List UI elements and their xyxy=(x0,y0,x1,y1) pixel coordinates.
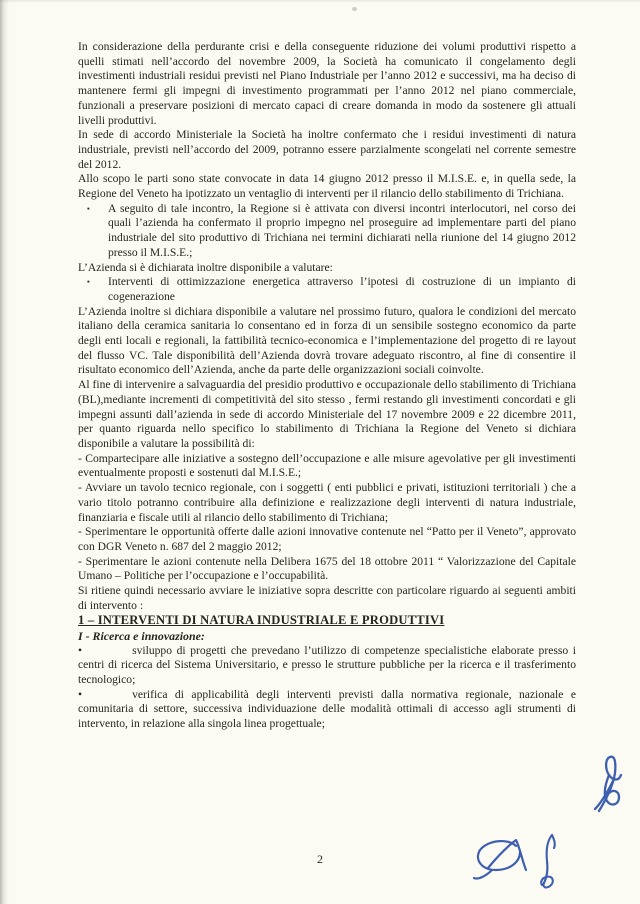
bullet-item-cogenerazione xyxy=(78,275,576,304)
paragraph-salvaguardia: Al fine di intervenire a salvaguardia del presidio produttivo e occupazionale dello stabilimento di Trichiana (BL),mediante incrementi di competitività del sito stesso , fermi restando gli investimenti concordati e gli impegni assunti dall’azienda in sede di accordo Ministeriale del 17 novembre 2009 e 22 dicembre 2011, per quanto riguarda nello specifico lo stabilimento di Trichiana la Regione del Veneto si dichiara disponibile a valutare la possibilità di: xyxy=(78,378,576,450)
paragraph-crisi: In considerazione della perdurante crisi e della conseguente riduzione dei volumi produttivi rispetto a quelli stimati nell’accordo del novembre 2009, la Società ha comunicato il congelamento degli investimenti industriali residui previsti nel Piano Industriale per l’anno 2012 e successivi, ma ha deciso di mantenere fermi gli impegni di investimento programmati per l’anno 2012 nel piano commerciale, funzionali a preservare posizioni di mercato capaci di creare domanda in modo da sostenere gli attuali livelli produttivi. xyxy=(78,40,576,127)
page-number: 2 xyxy=(317,852,323,866)
signature-initials-bottom-left xyxy=(472,836,528,882)
round-bullet-text: verifica di applicabilità degli interventi previsti dalla normativa regionale, nazionale e comunitaria di settore, successiva individuazione delle modalità ottimali di accesso agli strumenti di intervento, in relazione alla singola linea progettuale; xyxy=(78,687,576,731)
bullet-item-text: A seguito di tale incontro, la Regione si è attivata con diversi incontri interlocutori, nel corso dei quali l’azienda ha confermato il proprio impegno nel proseguire ad implementare parti del piano industriale del sito produttivo di Trichiana nei termini dichiarati nella riunione del 14 giugno 2012 presso il M.I.S.E.; xyxy=(108,201,576,259)
paragraph-ministeriale: In sede di accordo Ministeriale la Società ha inoltre confermato che i residui investimenti di natura industriale, previsti nell’accordo del 2009, potranno essere parzialmente scongelati nel corrente semestre del 2012. xyxy=(78,128,576,171)
round-bullet-icon: • xyxy=(78,687,83,701)
paragraph-convocate: Allo scopo le parti sono state convocate in data 14 giugno 2012 presso il M.I.S.E. e, in quella sede, la Regione del Veneto ha ipotizzato un ventaglio di interventi per il rilancio dello stabilimento di Trichiana. xyxy=(78,172,576,201)
round-bullet-item-sviluppo xyxy=(78,644,576,688)
dash-item-patto-veneto: - Sperimentare le opportunità offerte dalle azioni innovative contenute nel “Patto per il Veneto”, approvato con DGR Veneto n. 687 del 2 maggio 2012; xyxy=(78,525,576,553)
scan-speck xyxy=(352,7,357,11)
scan-edge-shadow-top xyxy=(0,0,640,3)
square-bullet-icon: ▪ xyxy=(87,277,90,287)
bullet-item-text: Interventi di ottimizzazione energetica attraverso l’ipotesi di costruzione di un impianto di cogenerazione xyxy=(108,275,576,303)
paragraph-si-ritiene: Si ritiene quindi necessario avviare le iniziative sopra descritte con particolare riguardo ai seguenti ambiti di intervento : xyxy=(78,584,576,612)
section-heading-interventi: 1 – INTERVENTI DI NATURA INDUSTRIALE E PRODUTTIVI xyxy=(78,613,445,628)
scan-edge-shadow xyxy=(0,0,9,904)
round-bullet-item-verifica xyxy=(78,688,576,732)
dash-item-tavolo-tecnico: - Avviare un tavolo tecnico regionale, con i soggetti ( enti pubblici e privati, istituzioni territoriali ) che a vario titolo potranno contribuire alla definizione e realizzazione degli interventi di natura industriale, finanziaria e fiscale utili al rilancio dello stabilimento di Trichiana; xyxy=(78,481,576,524)
line-valutare: L’Azienda si è dichiarata inoltre disponibile a valutare: xyxy=(78,260,333,274)
dash-item-delibera: - Sperimentare le azioni contenute nella Delibera 1675 del 18 ottobre 2011 “ Valorizzazione del Capitale Umano – Politiche per l’occupazione e l’occupabilità. xyxy=(78,554,576,583)
bullet-item-incontro xyxy=(78,202,576,261)
round-bullet-text: sviluppo di progetti che prevedano l’utilizzo di competenze specialistiche elaborate presso i centri di ricerca del Sistema Universitario, e presso le strutture pubbliche per la ricerca e il trasferimento tecnologico; xyxy=(78,643,576,687)
signature-initials-mid-right xyxy=(591,751,627,815)
subsection-heading-ricerca: I - Ricerca e innovazione: xyxy=(78,628,205,643)
signature-initials-bottom-right xyxy=(534,831,560,889)
square-bullet-icon: ▪ xyxy=(87,203,90,213)
round-bullet-icon: • xyxy=(78,643,83,657)
page-body-text xyxy=(78,40,576,732)
paragraph-futuro: L’Azienda inoltre si dichiara disponibile a valutare nel prossimo futuro, qualora le condizioni del mercato italiano della ceramica sanitaria lo consentano ed in forza di un sensibile sostegno economico da parte degli enti locali e regionali, la fattibilità tecnico-economica e l’implementazione del progetto di re layout del flusso VC. Tale disponibilità dell’Azienda dovrà trovare adeguato riscontro, al fine di consentire il risultato economico dell’Azienda, anche da parte delle organizzazioni sociali coinvolte. xyxy=(78,304,576,377)
dash-item-compartecipare: - Compartecipare alle iniziative a sostegno dell’occupazione e alle misure agevolative per gli investimenti eventualmente proposti e sostenuti dal M.I.S.E.; xyxy=(78,451,576,480)
